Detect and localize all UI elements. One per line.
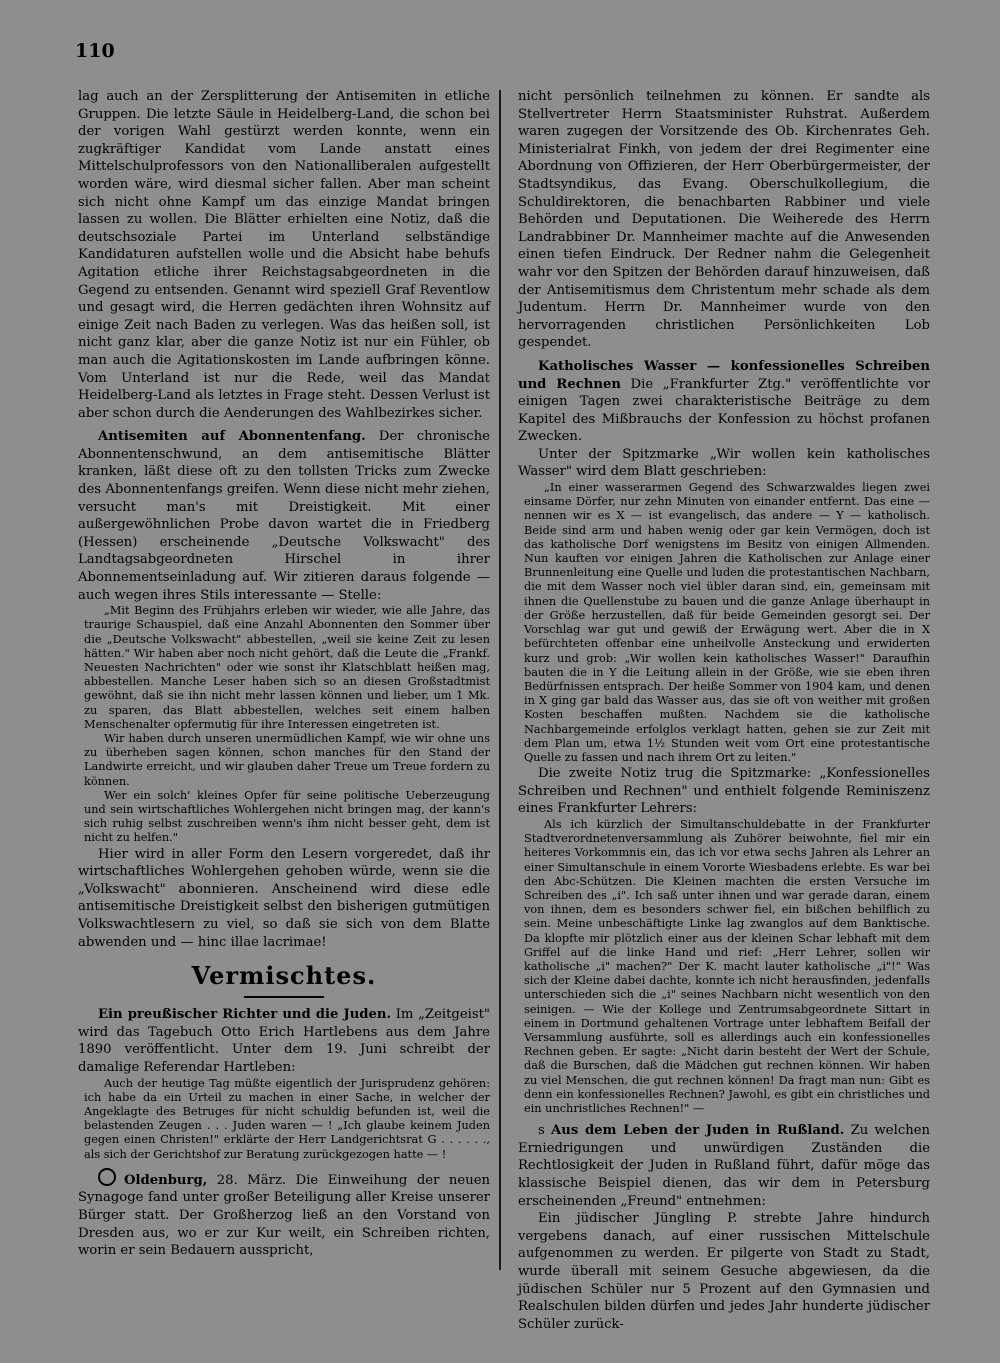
article-text: Hier wird in aller Form den Lesern vorgeredet, daß ihr wirtschaftliches Wohlergehen gehoben würde, wenn sie die „Volkswacht" abonnieren. Anscheinend wird diese edle antisemitische Dreistigkeit selbst den bisherigen gutmütigen Volkswachtlesern zu viel, so daß sie sich von dem Blatte abwenden und — hinc illae lacrimae! (78, 846, 490, 950)
article-text: Zu welchen Erniedrigungen und unwürdigen Zuständen die Rechtlosigkeit der Juden in Rußland führt, dafür möge das klassische Beispiel dienen, das wir dem in Petersburg erscheinenden „Freund" entnehmen: (518, 1123, 930, 1209)
quote-text: „Mit Beginn des Frühjahrs erleben wir wieder, wie alle Jahre, das traurige Schauspiel, daß eine Anzahl Abonnenten den Sommer über die „Deutsche Volkswacht" abbestellen, „weil sie keine Zeit zu lesen hätten." Wir haben aber noch nicht gehört, daß die Leute die „Frankf. Neuesten Nachrichten" oder wie sonst ihr Klatschblatt heißen mag, abbestellen. Manche Leser haben sich so an diesen Großstadtmist gewöhnt, daß sie ihn nicht mehr lassen können und lieber, um 1 Mk. zu sparen, das Blatt abbestellen, welches seit einem halben Menschenalter opfermutig für ihre Interessen eingetreten ist. (84, 604, 490, 731)
article-heading: Katholisches Wasser — konfessionelles Schreiben und Rechnen (518, 358, 930, 392)
article-text: Unter der Spitzmarke „Wir wollen kein katholisches Wasser" wird dem Blatt geschrieben: (518, 446, 930, 480)
article-heading: Antisemiten auf Abonnentenfang. (98, 429, 366, 445)
article-paragraph (78, 428, 490, 604)
quote-text: Auch der heutige Tag müßte eigentlich der Jurisprudenz gehören: ich habe da ein Urteil zu machen in einer Sache, in welcher der Angeklagte des Betruges für nicht schuldig befunden ist, weil die belastenden Zeugen . . . Juden waren — ! „Ich glaube keinem Juden gegen einen Christen!" erklärte der Herr Landgerichtsrat G . . . . . ., als sich der Gerichtshof zur Beratung zurückgezogen hatte — ! (84, 1076, 490, 1161)
left-column (78, 88, 490, 1260)
article-text: Ein jüdischer Jüngling P. strebte Jahre hindurch vergebens danach, auf einer russischen Mittelschule aufgenommen zu werden. Er pilgerte von Stadt zu Stadt, wurde überall mit seinem Gesuche abgewiesen, da die jüdischen Schüler nur 5 Prozent auf den Gymnasien und Realschulen bilden dürfen und jedes Jahr hunderte jüdischer Schüler zurück- (518, 1211, 930, 1332)
quote-text: „In einer wasserarmen Gegend des Schwarzwaldes liegen zwei einsame Dörfer, nur zehn Minuten von einander entfernt. Das eine — nennen wir es X — ist evangelisch, das andere — Y — katholisch. Beide sind arm und haben wenig oder gar kein Vermögen, doch ist das katholische Dorf wenigstens im Besitz von einigen Allmenden. Nun kauften vor einigen Jahren die Katholischen zur Anlage einer Brunnenleitung eine Quelle und luden die protestantischen Nachbarn, die mit dem Wasser noch viel übler daran sind, ein, gemeinsam mit ihnen die Quellenstube zu bauen und die ganze Anlage überhaupt in der Größe herzustellen, daß für beide Gemeinden gesorgt sei. Der Vorschlag war gut und gewiß der Erwägung wert. Aber die in X befürchteten offenbar eine unheilvolle Ansteckung und erwiderten kurz und grob: „Wir wollen kein katholisches Wasser!" Daraufhin bauten die in Y die Leitung allein in der Größe, wie sie eben ihren Bedürfnissen entsprach. Der heiße Sommer von 1904 kam, und denen in X ging gar bald das Wasser aus, das sie oft von weither mit großen Kosten beschaffen mußten. Nachdem sie die katholische Nachbargemeinde erfolglos verklagt hatten, gehen sie zur Zeit mit dem Plan um, etwa 1½ Stunden weit vom Ort eine protestantische Quelle zu fassen und nach ihrem Ort zu leiten." (524, 481, 930, 764)
article-text: Im „Zeitgeist" wird das Tagebuch Otto Erich Hartlebens aus dem Jahre 1890 veröffentlicht. Unter dem 19. Juni schreibt der damalige Referendar Hartleben: (78, 1007, 490, 1076)
article-text: nicht persönlich teilnehmen zu können. Er sandte als Stellvertreter Herrn Staatsminister Ruhstrat. Außerdem waren zugegen der Vorsitzende des Ob. Kirchenrates Geh. Ministerialrat Finkh, von jedem der drei Regimenter eine Abordnung von Offizieren, der Herr Oberbürgermeister, der Stadtsyndikus, das Evang. Oberschulkollegium, die Schuldirektoren, die benachbarten Rabbiner und viele Behörden und Deputationen. Die Weiherede des Herrn Landrabbiner Dr. Mannheimer machte auf die Anwesenden einen tiefen Eindruck. Der Redner nahm die Gelegenheit wahr vor den Spitzen der Behörden darauf hinzuweisen, daß der Antisemitismus dem Christentum mehr schade als dem Judentum. Herrn Dr. Mannheimer wurde von den hervorragenden christlichen Persönlichkeiten Lob gespendet. (518, 89, 930, 351)
circle-ornament-icon (98, 1168, 116, 1186)
section-mark: s (538, 1123, 545, 1139)
column-divider (499, 90, 501, 1270)
article-paragraph (518, 358, 930, 446)
article-paragraph (78, 1006, 490, 1076)
article-heading: Aus dem Leben der Juden in Rußland. (551, 1123, 845, 1139)
section-rule (244, 996, 324, 998)
page-number: 110 (75, 40, 115, 62)
article-text: Die „Frankfurter Ztg." veröffentlichte vor einigen Tagen zwei charakteristische Beiträge zu dem Kapitel des Mißbrauchs der Konfession zu höchst profanen Zwecken. (518, 376, 930, 445)
article-text: Der chronische Abonnentenschwund, an dem antisemitische Blätter kranken, läßt diese oft zu den tollsten Tricks zum Zwecke des Abonnentenfangs greifen. Wenn diese nicht mehr ziehen, versucht man's mit Dreistigkeit. Mit einer außergewöhnlichen Probe davon wartet die in Friedberg (Hessen) erscheinende „Deutsche Volkswacht" des Landtagsabgeordneten Hirschel in ihrer Abonnementseinladung auf. Wir zitieren daraus folgende — auch wegen ihres Stils interessante — Stelle: (78, 429, 490, 603)
article-text: 28. März. Die Einweihung der neuen Synagoge fand unter großer Beteiligung aller Kreise unserer Bürger statt. Der Großherzog ließ an den Vorstand von Dresden aus, wo er zur Kur weilt, ein Schreiben richten, worin er sein Bedauern ausspricht, (78, 1172, 490, 1259)
section-title: Vermischtes. (191, 961, 377, 991)
article-heading: Oldenburg, (124, 1172, 208, 1188)
right-column (518, 88, 930, 1333)
article-heading: Ein preußischer Richter und die Juden. (98, 1007, 392, 1023)
article-paragraph (78, 1168, 490, 1260)
quote-text: Wir haben durch unseren unermüdlichen Kampf, wie wir ohne uns zu überheben sagen können, schon manches für den Stand der Landwirte erreicht, und wir glauben daher Treue um Treue fordern zu können. (84, 732, 490, 788)
quote-text: Wer ein solch' kleines Opfer für seine politische Ueberzeugung und sein wirtschaftliches Wohlergehen nicht bringen mag, der kann's sich ruhig selbst zuschreiben wenn's ihm nicht besser geht, dem ist nicht zu helfen." (84, 788, 490, 845)
quote-text: Als ich kürzlich der Simultanschuldebatte in der Frankfurter Stadtverordnetenversammlung als Zuhörer beiwohnte, fiel mir ein heiteres Vorkommnis ein, das ich vor etwa sechs Jahren als Lehrer an einer Simultanschule in einem Vororte Wiesbadens erlebte. Es war bei den Abc-Schützen. Die Kleinen machten die ersten Versuche im Schreiben des „i". Ich saß unter ihnen und war gerade daran, einem von ihnen, dem es besonders schwer fiel, ein bißchen behilflich zu sein. Meine unbeschäftigte Linke lag zwanglos auf dem Banktische. Da klopfte mir plötzlich einer aus der kleinen Schar lebhaft mit dem Griffel auf die linke Hand und rief: „Herr Lehrer, sollen wir katholische „i" machen?" Der K. macht lauter katholische „i"!" Was sich der Kleine dabei dachte, konnte ich nicht herausfinden, jedenfalls unterschieden sich die „i" seines Nachbarn nicht wesentlich von den seinigen. — Wie der Kollege und Zentrumsabgeordnete Sittart in einem in Dortmund gehaltenen Vortrage unter lebhaftem Beifall der Versammlung ausführte, soll es allerdings auch ein konfessionelles Rechnen geben. Er sagte: „Nicht darin besteht der Wert der Schule, daß die Burschen, daß die Mädchen gut rechnen können. Wir haben zu viel Menschen, die gut rechnen können! Da fragt man nun: Gibt es denn ein konfessionelles Rechnen? Jawohl, es gibt ein christliches und ein unchristliches Rechnen!" — (524, 817, 930, 1115)
article-text: Die zweite Notiz trug die Spitzmarke: „Konfessionelles Schreiben und Rechnen" und enthielt folgende Reminiszenz eines Frankfurter Lehrers: (518, 766, 930, 817)
article-paragraph (518, 1122, 930, 1210)
article-text: lag auch an der Zersplitterung der Antisemiten in etliche Gruppen. Die letzte Säule in Heidelberg-Land, die schon bei der vorigen Wahl gestürzt werden konnte, wenn ein zugkräftiger Kandidat vom Lande anstatt eines Mittelschulprofessors von den Nationalliberalen aufgestellt worden wäre, wird diesmal sicher fallen. Aber man scheint sich nicht ohne Kampf um das einzige Mandat bringen lassen zu wollen. Die Blätter erhielten eine Notiz, daß die deutschsoziale Partei im Unterland selbständige Kandidaturen aufstellen wolle und die Absicht habe behufs Agitation etliche ihrer Reichstagsabgeordneten in die Gegend zu entsenden. Genannt wird speziell Graf Reventlow und gesagt wird, die Herren gedächten ihren Wohnsitz auf einige Zeit nach Baden zu verlegen. Was das heißen soll, ist nicht ganz klar, aber die ganze Notiz ist nur ein Fühler, ob man auch die Agitationskosten im Lande aufbringen könne. Vom Unterland ist nur die Rede, weil das Mandat Heidelberg-Land als letztes in Frage steht. Dessen Verlust ist aber schon durch die Aenderungen des Wahlbezirkes sicher. (78, 89, 490, 421)
